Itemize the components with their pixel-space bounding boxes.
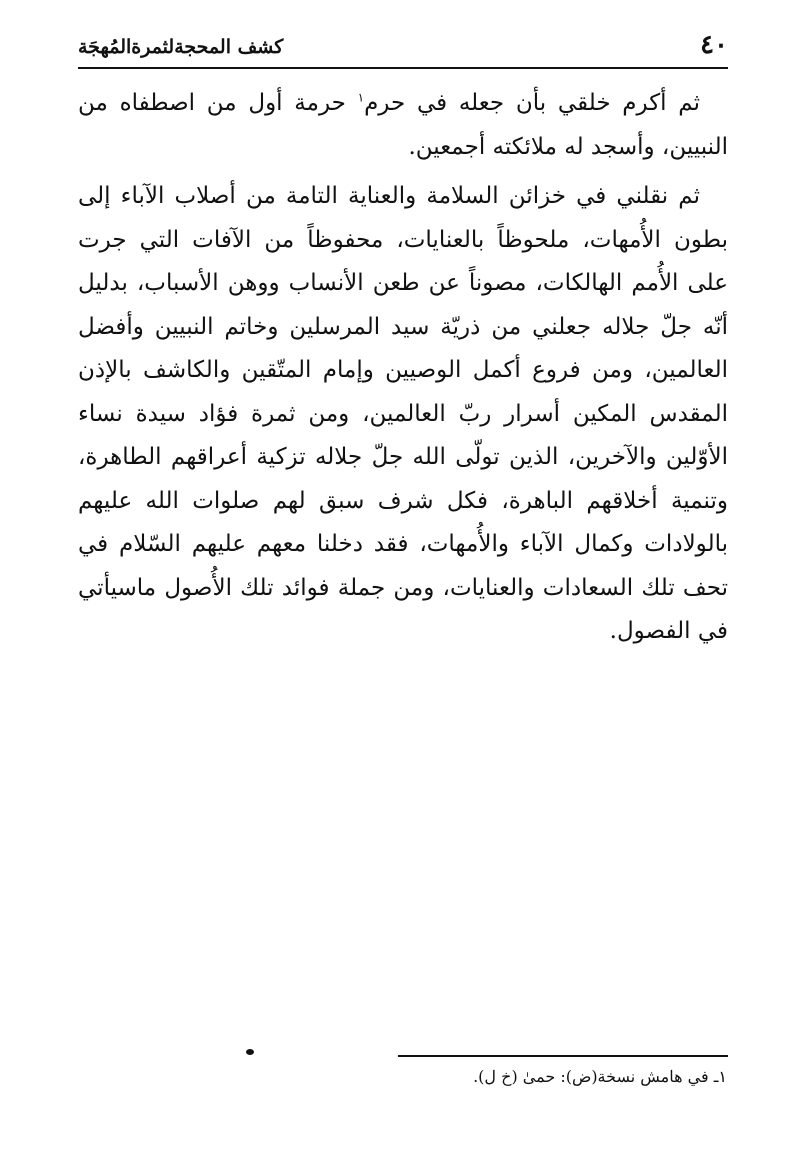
print-dot bbox=[246, 1049, 254, 1055]
footnote: ١ـ في هامش نسخة(ض): حمىٰ (خ ل). bbox=[473, 1067, 727, 1086]
footnote-rule bbox=[398, 1055, 728, 1057]
paragraph-2: ثم نقلني في خزائن السلامة والعناية التامة من أصلاب الآباء إلى بطون الأُمهات، ملحوظاً بالعنايات، محفوظاً من الآفات التي جرت على الأُمم الهالكات، مصوناً عن طعن الأنساب ووهن الأسباب، بدليل أنّه جلّ جلاله جعلني من ذريّة سيد المرسلين وخاتم النبيين وأفضل العالمين، ومن فروع أكمل الوصيين وإمام المتّقين والكاشف بالإذن المقدس المكين أسرار ربّ العالمين، ومن ثمرة فؤاد سيدة نساء الأوّلين والآخرين، الذين تولّى الله جلّ جلاله تزكية أعراقهم الطاهرة، وتنمية أخلاقهم الباهرة، فكل شرف سبق لهم صلوات الله عليهم بالولادات وكمال الآباء والأُمهات، فقد دخلنا معهم عليهم السّلام في تحف تلك السعادات والعنايات، ومن جملة فوائد تلك الأُصول ماسيأتي في الفصول. bbox=[78, 183, 728, 644]
main-text bbox=[78, 82, 728, 660]
page-header bbox=[78, 28, 728, 66]
header-rule bbox=[78, 67, 728, 69]
page-number: ٤٠ bbox=[700, 30, 728, 60]
paragraph-1-text-start: ثم أكرم خلقي بأن جعله في حرم bbox=[364, 90, 700, 116]
paragraph-1-text-end: حرمة أول من اصطفاه من النبيين، وأسجد له ملائكته أجمعين. bbox=[78, 90, 728, 160]
footnote-reference: ١ bbox=[357, 90, 365, 105]
running-title: كشف المحجةلثمرةالمُهجَة bbox=[78, 36, 284, 58]
paragraph-1 bbox=[78, 82, 728, 169]
